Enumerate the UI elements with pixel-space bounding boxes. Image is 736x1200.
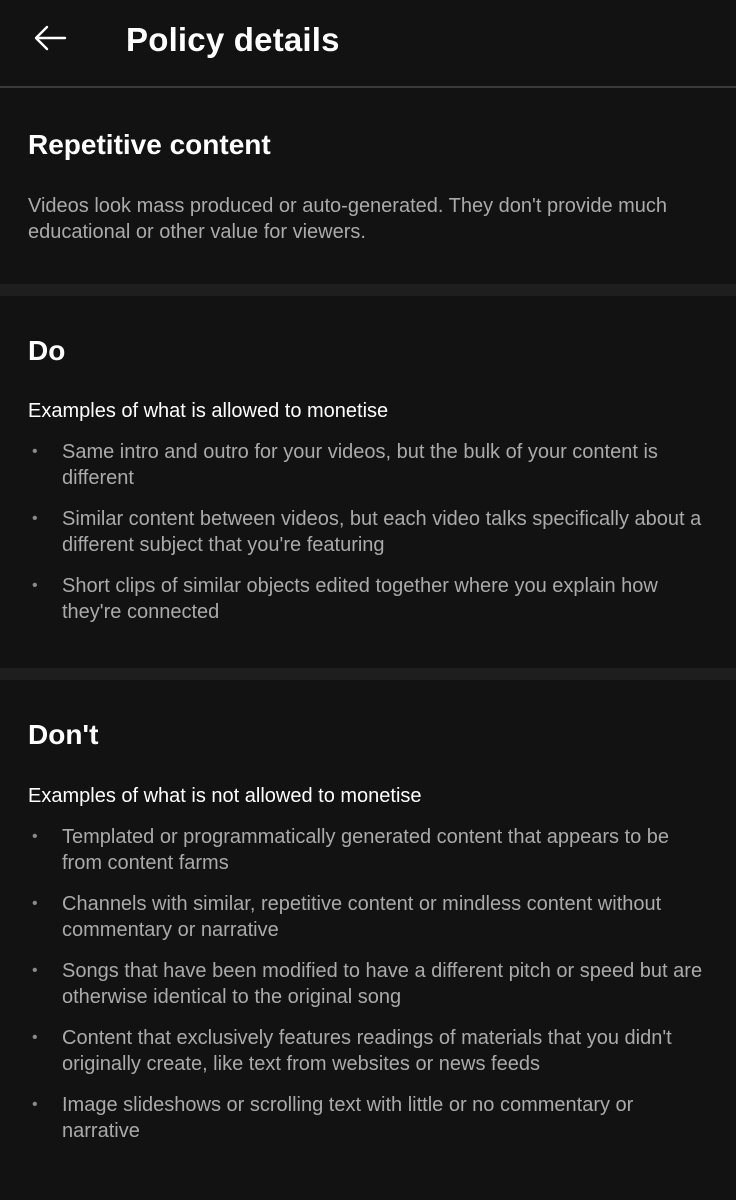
list-item bbox=[28, 1092, 708, 1144]
list-item-text: Templated or programmatically generated content that appears to be from content farms bbox=[62, 826, 670, 874]
list-item bbox=[28, 439, 708, 491]
dont-list bbox=[28, 824, 708, 1159]
list-item bbox=[28, 1025, 708, 1077]
policy-section bbox=[0, 88, 736, 284]
bullet-dot: • bbox=[32, 895, 38, 912]
list-item-text: Content that exclusively features readings of materials that you didn't originally create, like text from websites or news feeds bbox=[62, 1027, 672, 1075]
dont-subtitle: Examples of what is not allowed to monetise bbox=[28, 785, 422, 807]
dont-title: Don't bbox=[28, 719, 99, 750]
bullet-dot: • bbox=[32, 962, 38, 979]
list-item-text: Image slideshows or scrolling text with little or no commentary or narrative bbox=[62, 1094, 634, 1142]
list-item bbox=[28, 891, 708, 943]
section-divider bbox=[0, 668, 736, 680]
list-item-text: Short clips of similar objects edited together where you explain how they're connected bbox=[62, 575, 658, 623]
bullet-dot: • bbox=[32, 828, 38, 845]
list-item bbox=[28, 958, 708, 1010]
list-item-text: Channels with similar, repetitive content or mindless content without commentary or narrative bbox=[62, 893, 662, 941]
policy-title: Repetitive content bbox=[28, 129, 271, 160]
list-item bbox=[28, 824, 708, 876]
do-title: Do bbox=[28, 335, 66, 366]
list-item bbox=[28, 506, 708, 558]
arrow-left-icon bbox=[33, 25, 67, 51]
list-item-text: Similar content between videos, but each video talks specifically about a different subject that you're featuring bbox=[62, 508, 702, 556]
do-list bbox=[28, 439, 708, 640]
app-bar bbox=[0, 0, 736, 86]
dont-section bbox=[0, 680, 736, 1200]
bullet-dot: • bbox=[32, 510, 38, 527]
bullet-dot: • bbox=[32, 1096, 38, 1113]
do-section bbox=[0, 296, 736, 668]
bullet-dot: • bbox=[32, 443, 38, 460]
back-button[interactable] bbox=[22, 14, 78, 62]
list-item-text: Songs that have been modified to have a different pitch or speed but are otherwise identical to the original song bbox=[62, 960, 703, 1008]
do-subtitle: Examples of what is allowed to monetise bbox=[28, 400, 389, 422]
policy-description: Videos look mass produced or auto-generated. They don't provide much educational or other value for viewers. bbox=[28, 195, 668, 243]
page-title: Policy details bbox=[126, 21, 340, 58]
bullet-dot: • bbox=[32, 577, 38, 594]
list-item-text: Same intro and outro for your videos, but the bulk of your content is different bbox=[62, 441, 658, 489]
list-item bbox=[28, 573, 708, 625]
bullet-dot: • bbox=[32, 1029, 38, 1046]
section-divider bbox=[0, 284, 736, 296]
